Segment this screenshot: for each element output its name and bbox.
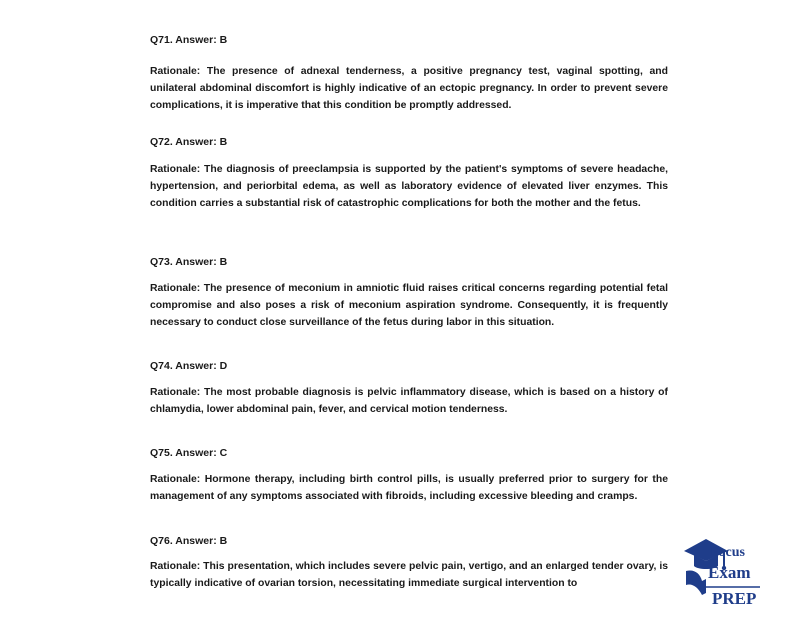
question-71-heading: Q71. Answer: B bbox=[150, 34, 228, 46]
logo-text-focus: Focus bbox=[710, 545, 745, 560]
logo-text-exam: Exam bbox=[708, 563, 751, 582]
question-73-rationale: Rationale: The presence of meconium in amniotic fluid raises critical concerns regarding potential fetal compromise and also poses a risk of meconium aspiration syndrome. Consequently, it is frequently necessary to conduct close surveillance of the fetus during labor in this situation. bbox=[150, 283, 668, 329]
question-74-heading: Q74. Answer: D bbox=[150, 360, 228, 372]
focus-exam-prep-logo bbox=[680, 533, 762, 615]
question-75-rationale: Rationale: Hormone therapy, including birth control pills, is usually preferred prior to surgery for the management of any symptoms associated with fibroids, including excessive bleeding and cramps. bbox=[150, 474, 668, 503]
question-71-rationale: Rationale: The presence of adnexal tenderness, a positive pregnancy test, vaginal spotting, and unilateral abdominal discomfort is highly indicative of an ectopic pregnancy. In order to prevent severe complications, it is imperative that this condition be promptly addressed. bbox=[150, 66, 668, 112]
question-76-heading: Q76. Answer: B bbox=[150, 535, 228, 547]
question-73-heading: Q73. Answer: B bbox=[150, 256, 228, 268]
question-72-heading: Q72. Answer: B bbox=[150, 136, 228, 148]
question-72-rationale: Rationale: The diagnosis of preeclampsia is supported by the patient's symptoms of severe headache, hypertension, and periorbital edema, as well as laboratory evidence of elevated liver enzymes. This condition carries a substantial risk of catastrophic complications for both the mother and the fetus. bbox=[150, 164, 668, 210]
question-74-rationale: Rationale: The most probable diagnosis is pelvic inflammatory disease, which is based on a history of chlamydia, lower abdominal pain, fever, and cervical motion tenderness. bbox=[150, 387, 668, 416]
question-76-rationale: Rationale: This presentation, which includes severe pelvic pain, vertigo, and an enlarged tender ovary, is typically indicative of ovarian torsion, necessitating immediate surgical intervention to bbox=[150, 561, 668, 590]
logo-text-prep: PREP bbox=[712, 589, 757, 608]
question-75-heading: Q75. Answer: C bbox=[150, 447, 228, 459]
